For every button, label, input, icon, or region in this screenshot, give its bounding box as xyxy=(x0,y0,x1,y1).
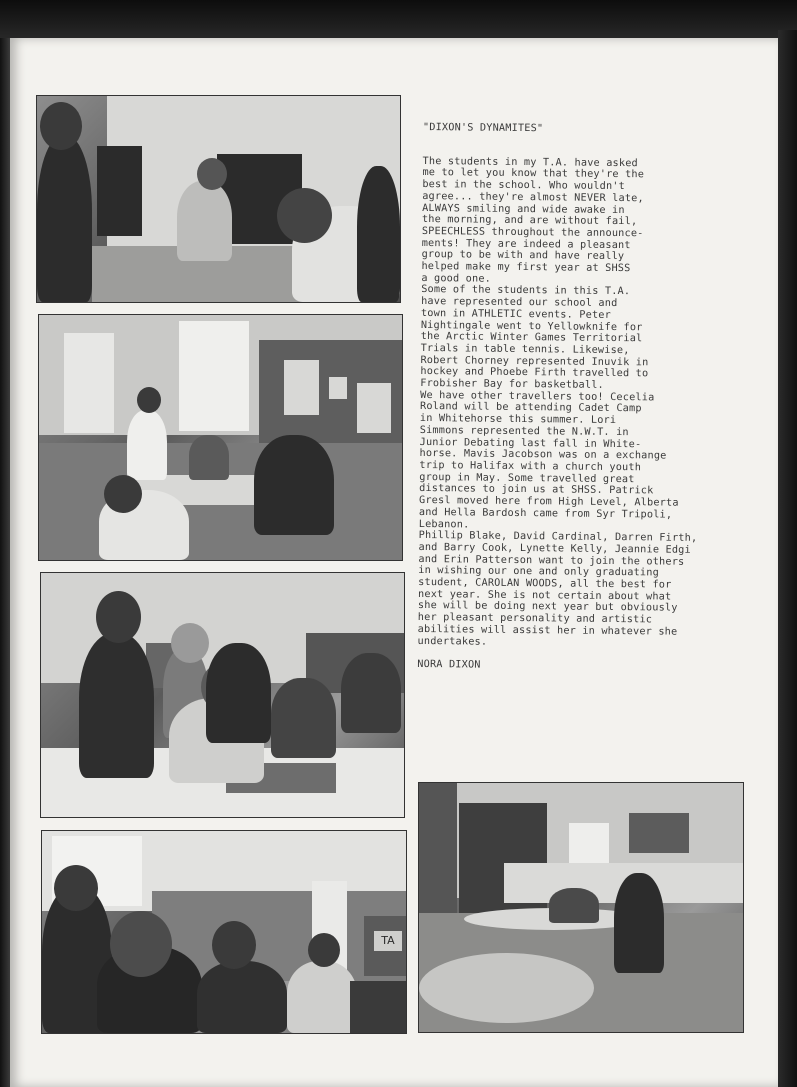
photo-classroom-teacher xyxy=(36,95,401,303)
ta-sign xyxy=(374,931,402,951)
photo-students-table xyxy=(38,314,403,561)
ta-sign-text: TA xyxy=(381,934,395,947)
article-body: The students in my T.A. have asked me to let you know that they're the best in the school. Who wouldn't agree... they're almost NEVER late, ALWAYS smiling and wide awake in the morning, and are without fail, SPEECHLESS throughout the announce- ments! They are indeed a pleasant group to be with and have really helped make my first year at SHSS a good one. Some of the students in this T.A. have represented our school and town in ATHLETIC events. Peter Nightingale went to Yellowknife for the Arctic Winter Games Territorial Trials in table tennis. Likewise, Robert Chorney represented Inuvik in hockey and Phoebe Firth travelled to Frobisher Bay for basketball. We have other travellers too! Cecelia Roland will be attending Cadet Camp in Whitehorse this summer. Lori Simmons represented the N.W.T. in Junior Debating last fall in White- horse. Mavis Jacobson was on a exchange trip to Halifax with a church youth group in May. Some travelled great distances to join us at SHSS. Patrick Gresl moved here from High Level, Alberta and Hella Bardosh came from Syr Tripoli, Lebanon. Phillip Blake, David Cardinal, Darren Firth, and Barry Cook, Lynette Kelly, Jeannie Edgi and Erin Patterson want to join the others in wishing our one and only graduating student, CAROLAN WOODS, all the best for next year. She is not certain about what she will be doing next year but obviously her pleasant personality and artistic abilities will assist her in whatever she undertakes. xyxy=(417,155,698,648)
book-right-edge xyxy=(778,30,797,1087)
photo-students-sink xyxy=(40,572,405,818)
article-title: "DIXON'S DYNAMITES" xyxy=(422,122,544,135)
photo-kitchen-classroom xyxy=(418,782,744,1033)
scan-background-top xyxy=(0,0,797,42)
article-signature: NORA DIXON xyxy=(417,659,481,671)
article-dixons-dynamites xyxy=(417,122,753,674)
book-spine-edge xyxy=(0,38,10,1087)
photo-students-group xyxy=(41,830,407,1034)
